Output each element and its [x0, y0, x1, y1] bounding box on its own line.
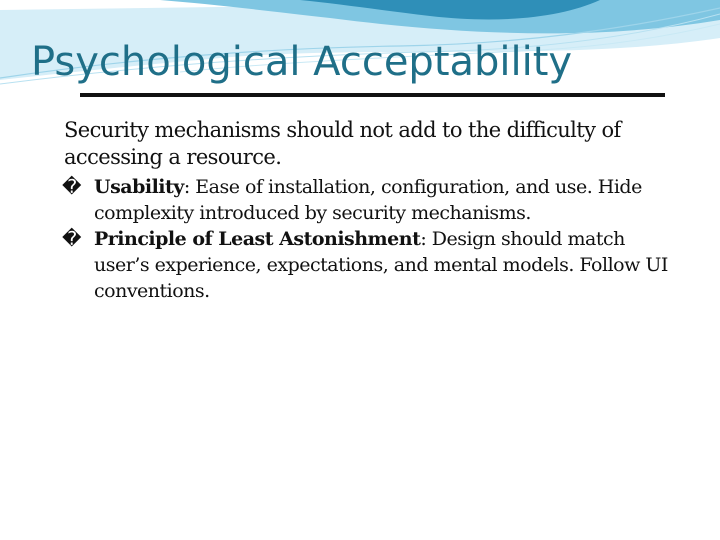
bullet-term: Principle of Least Astonishment	[94, 228, 421, 250]
bullet-text: : Design should match user’s experience, expectations, and mental models. Follow UI conventions.	[94, 228, 668, 302]
intro-paragraph: Security mechanisms should not add to the difficulty of accessing a resource.	[64, 118, 621, 169]
bullet-marker-icon: �	[62, 228, 81, 250]
bullet-list	[64, 174, 684, 304]
bullet-term: Usability	[94, 176, 184, 198]
bullet-marker-icon: �	[62, 176, 81, 198]
slide-title: Psychological Acceptability	[31, 39, 573, 85]
title-underline	[80, 93, 665, 97]
slide-body	[64, 117, 684, 304]
bullet-text: : Ease of installation, configuration, and use. Hide complexity introduced by security mechanisms.	[94, 176, 642, 224]
bullet-least-astonishment	[62, 226, 684, 304]
bullet-usability	[62, 174, 684, 226]
